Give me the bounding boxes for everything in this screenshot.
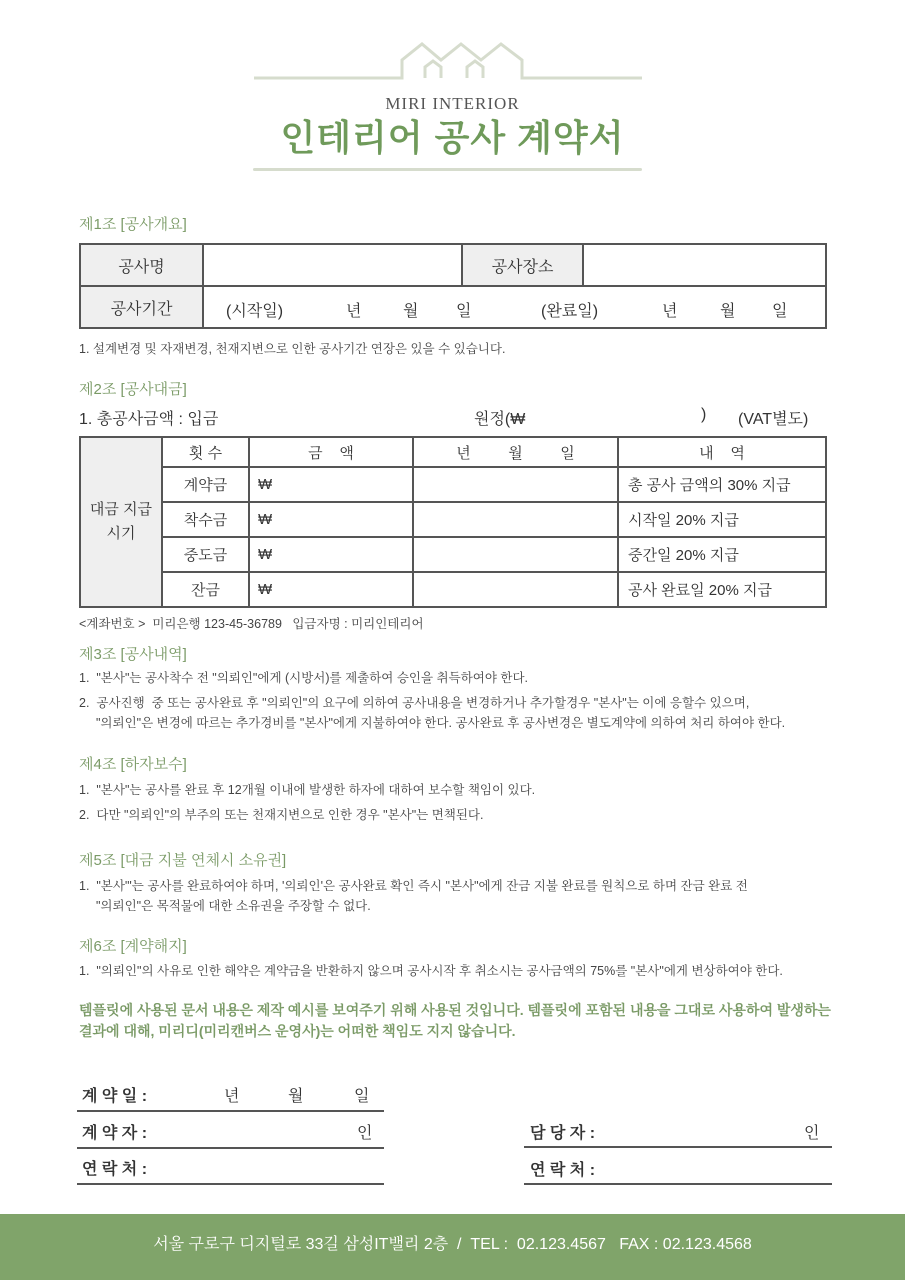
article-2-heading: 제2조 [공사대금] bbox=[79, 381, 187, 398]
project-name-field[interactable] bbox=[203, 244, 462, 286]
row-label: 착수금 bbox=[162, 502, 249, 537]
header-description: 내 역 bbox=[618, 437, 826, 467]
row-description: 공사 완료일 20% 지급 bbox=[618, 572, 826, 607]
account-info: <계좌번호 > 미리은행 123-45-36789 입금자명 : 미리인테리어 bbox=[79, 617, 424, 631]
vat-note: (VAT별도) bbox=[738, 411, 809, 428]
article-6-item-1: 1. "의뢰인"의 사유로 인한 해약은 계약금을 반환하지 않으며 공사시작 후 취소시는 공사금액의 75%를 "본사"에게 변상하여야 한다. bbox=[79, 964, 783, 978]
article-4-item-2: 2. 다만 "의뢰인"의 부주의 또는 천재지변으로 인한 경우 "본사"는 면책된다. bbox=[79, 808, 484, 822]
contract-day: 일 bbox=[354, 1088, 370, 1105]
start-month: 월 bbox=[403, 303, 419, 320]
disclaimer-line-1: 템플릿에 사용된 문서 내용은 제작 예시를 보여주기 위해 사용된 것입니다. 템플릿에 포함된 내용을 그대로 사용하여 발생하는 bbox=[79, 1002, 831, 1018]
end-year: 년 bbox=[662, 303, 678, 320]
contact-line[interactable] bbox=[77, 1183, 384, 1185]
amount-field[interactable]: ₩ bbox=[249, 467, 413, 502]
row-description: 시작일 20% 지급 bbox=[618, 502, 826, 537]
total-amount-label: 1. 총공사금액 : 입금 bbox=[79, 411, 219, 428]
article-3-item-2: 2. 공사진행 중 또는 공사완료 후 "의뢰인"의 요구에 의하여 공사내용을 변경하거나 추가할경우 "본사"는 이에 응할수 있으며, bbox=[79, 696, 750, 710]
row-description: 중간일 20% 지급 bbox=[618, 537, 826, 572]
house-logo-icon bbox=[252, 40, 644, 84]
footer-address: 서울 구로구 디지털로 33길 삼성IT밸리 2층 / TEL : 02.123.4567 FAX : 02.123.4568 bbox=[153, 1236, 752, 1253]
article-3-heading: 제3조 [공사내역] bbox=[79, 646, 187, 663]
article-4-heading: 제4조 [하자보수] bbox=[79, 756, 187, 773]
contract-month: 월 bbox=[288, 1088, 304, 1105]
project-place-label: 공사장소 bbox=[462, 244, 583, 286]
article-5-item-1: 1. "본사"'는 공사를 완료하여야 하며, '의뢰인'은 공사완료 확인 즉시 "본사"에게 잔금 지불 완료를 원칙으로 하며 잔금 완료 전 bbox=[79, 879, 748, 893]
title-divider bbox=[253, 168, 642, 171]
header-amount: 금 액 bbox=[249, 437, 413, 467]
won-label: 원정(₩ bbox=[474, 411, 526, 428]
article-4-item-1: 1. "본사"는 공사를 완료 후 12개월 이내에 발생한 하자에 대하여 보수할 책임이 있다. bbox=[79, 783, 536, 797]
manager-line[interactable] bbox=[524, 1146, 832, 1148]
project-name-label: 공사명 bbox=[80, 244, 203, 286]
row-label: 계약금 bbox=[162, 467, 249, 502]
amount-field[interactable]: ₩ bbox=[249, 537, 413, 572]
table-row bbox=[80, 572, 826, 607]
amount-field[interactable]: ₩ bbox=[249, 572, 413, 607]
row-label: 중도금 bbox=[162, 537, 249, 572]
end-day: 일 bbox=[772, 303, 788, 320]
contract-date-label: 계 약 일 : bbox=[82, 1088, 148, 1105]
footer-bar bbox=[0, 1214, 905, 1280]
start-date-label: (시작일) bbox=[226, 303, 284, 320]
disclaimer-line-2: 결과에 대해, 미리디(미리캔버스 운영사)는 어떠한 책임도 지지 않습니다. bbox=[79, 1023, 516, 1039]
date-field[interactable] bbox=[413, 537, 618, 572]
header-date: 년 월 일 bbox=[413, 437, 618, 467]
contractor-seal: 인 bbox=[357, 1125, 373, 1142]
payment-schedule-label: 대금 지급 시기 bbox=[80, 437, 162, 607]
article-6-heading: 제6조 [계약해지] bbox=[79, 938, 187, 955]
start-year: 년 bbox=[346, 303, 362, 320]
article-1-heading: 제1조 [공사개요] bbox=[79, 216, 187, 233]
table-row bbox=[80, 537, 826, 572]
period-field[interactable] bbox=[203, 286, 826, 328]
contact-label: 연 락 처 : bbox=[82, 1161, 148, 1178]
contract-year: 년 bbox=[224, 1088, 240, 1105]
manager-contact-label: 연 락 처 : bbox=[530, 1162, 596, 1179]
contractor-line[interactable] bbox=[77, 1147, 384, 1149]
manager-label: 담 당 자 : bbox=[530, 1125, 596, 1142]
table-row bbox=[80, 502, 826, 537]
article-5-item-1-cont: "의뢰인"은 목적물에 대한 소유권을 주장할 수 없다. bbox=[96, 899, 371, 913]
date-field[interactable] bbox=[413, 467, 618, 502]
period-label: 공사기간 bbox=[80, 286, 203, 328]
start-day: 일 bbox=[456, 303, 472, 320]
date-line bbox=[77, 1110, 384, 1112]
end-month: 월 bbox=[720, 303, 736, 320]
row-description: 총 공사 금액의 30% 지급 bbox=[618, 467, 826, 502]
date-field[interactable] bbox=[413, 502, 618, 537]
header-count: 횟 수 bbox=[162, 437, 249, 467]
manager-seal: 인 bbox=[804, 1125, 820, 1142]
overview-table bbox=[79, 243, 827, 329]
close-paren: ) bbox=[701, 406, 707, 423]
article-1-note: 1. 설계변경 및 자재변경, 천재지변으로 인한 공사기간 연장은 있을 수 있습니다. bbox=[79, 342, 506, 356]
article-5-heading: 제5조 [대금 지불 연체시 소유권] bbox=[79, 852, 287, 869]
article-3-item-2-cont: "의뢰인"은 변경에 따르는 추가경비를 "본사"에게 지불하여야 한다. 공사완료 후 공사변경은 별도계약에 의하여 처리 하여야 한다. bbox=[96, 716, 786, 730]
payment-table bbox=[79, 436, 827, 608]
row-label: 잔금 bbox=[162, 572, 249, 607]
project-place-field[interactable] bbox=[583, 244, 826, 286]
table-row bbox=[80, 467, 826, 502]
date-field[interactable] bbox=[413, 572, 618, 607]
brand-name: MIRI INTERIOR bbox=[385, 94, 520, 113]
amount-field[interactable]: ₩ bbox=[249, 502, 413, 537]
article-3-item-1: 1. "본사"는 공사착수 전 "의뢰인"에게 (시방서)를 제출하여 승인을 취득하여야 한다. bbox=[79, 671, 529, 685]
contractor-label: 계 약 자 : bbox=[82, 1125, 148, 1142]
manager-contact-line[interactable] bbox=[524, 1183, 832, 1185]
page-title: 인테리어 공사 계약서 bbox=[280, 117, 625, 158]
end-date-label: (완료일) bbox=[541, 303, 599, 320]
